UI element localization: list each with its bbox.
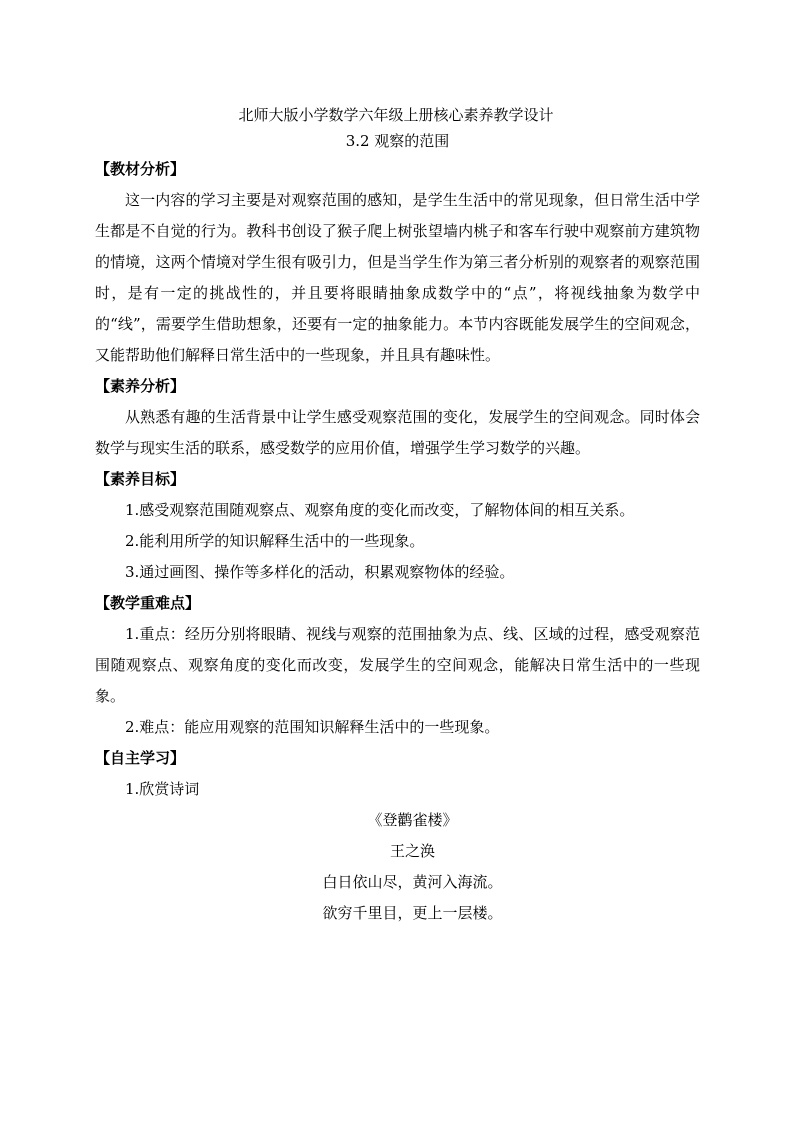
document-content	[95, 102, 700, 929]
poem-author: 王之涣	[389, 842, 435, 860]
literacy-goal-item: 1.感受观察范围随观察点、观察角度的变化而改变，了解物体间的相互关系。	[125, 501, 635, 519]
textbook-analysis-paragraph: 这一内容的学习主要是对观察范围的感知，是学生生活中的常见现象，但日常生活中学生都是不自觉的行为。教科书创设了猴子爬上树张望墙内桃子和客车行驶中观察前方建筑物的情境，这两个情境对学生很有吸引力，但是当学生作为第三者分析别的观察者的观察范围时，是有一定的挑战性的，并且要将眼睛抽象成数学中的“点”，将视线抽象为数学中的“线”，需要学生借助想象，还要有一定的抽象能力。本节内容既能发展学生的空间观念，又能帮助他们解释日常生活中的一些现象，并且具有趣味性。	[95, 191, 700, 364]
self-study-item: 1.欣赏诗词	[125, 780, 200, 798]
poem-block	[95, 805, 700, 929]
document-subtitle: 3.2 观察的范围	[345, 132, 450, 150]
section-heading-self-study: 【自主学习】	[95, 749, 186, 767]
literacy-goal-item: 3.通过画图、操作等多样化的活动，积累观察物体的经验。	[125, 563, 515, 581]
poem-line: 白日依山尽，黄河入海流。	[322, 873, 503, 891]
literacy-analysis-paragraph: 从熟悉有趣的生活背景中让学生感受观察范围的变化，发展学生的空间观念。同时体会数学与现实生活的联系，感受数学的应用价值，增强学生学习数学的兴趣。	[95, 408, 700, 457]
section-heading-literacy-analysis: 【素养分析】	[95, 377, 186, 395]
document-title: 北师大版小学数学六年级上册核心素养教学设计	[238, 106, 554, 124]
literacy-goal-item: 2.能利用所学的知识解释生活中的一些现象。	[125, 532, 425, 550]
section-heading-key-points: 【教学重难点】	[95, 594, 201, 612]
poem-line: 欲穷千里目，更上一层楼。	[322, 904, 503, 922]
section-heading-literacy-goals: 【素养目标】	[95, 470, 186, 488]
difficult-point-item: 2.难点：能应用观察的范围知识解释生活中的一些现象。	[125, 718, 500, 736]
section-heading-textbook-analysis: 【教材分析】	[95, 160, 186, 178]
key-point-item: 1.重点：经历分别将眼睛、视线与观察的范围抽象为点、线、区域的过程，感受观察范围随观察点、观察角度的变化而改变，发展学生的空间观念，能解决日常生活中的一些现象。	[95, 625, 700, 705]
poem-title: 《登鹳雀楼》	[367, 811, 458, 829]
